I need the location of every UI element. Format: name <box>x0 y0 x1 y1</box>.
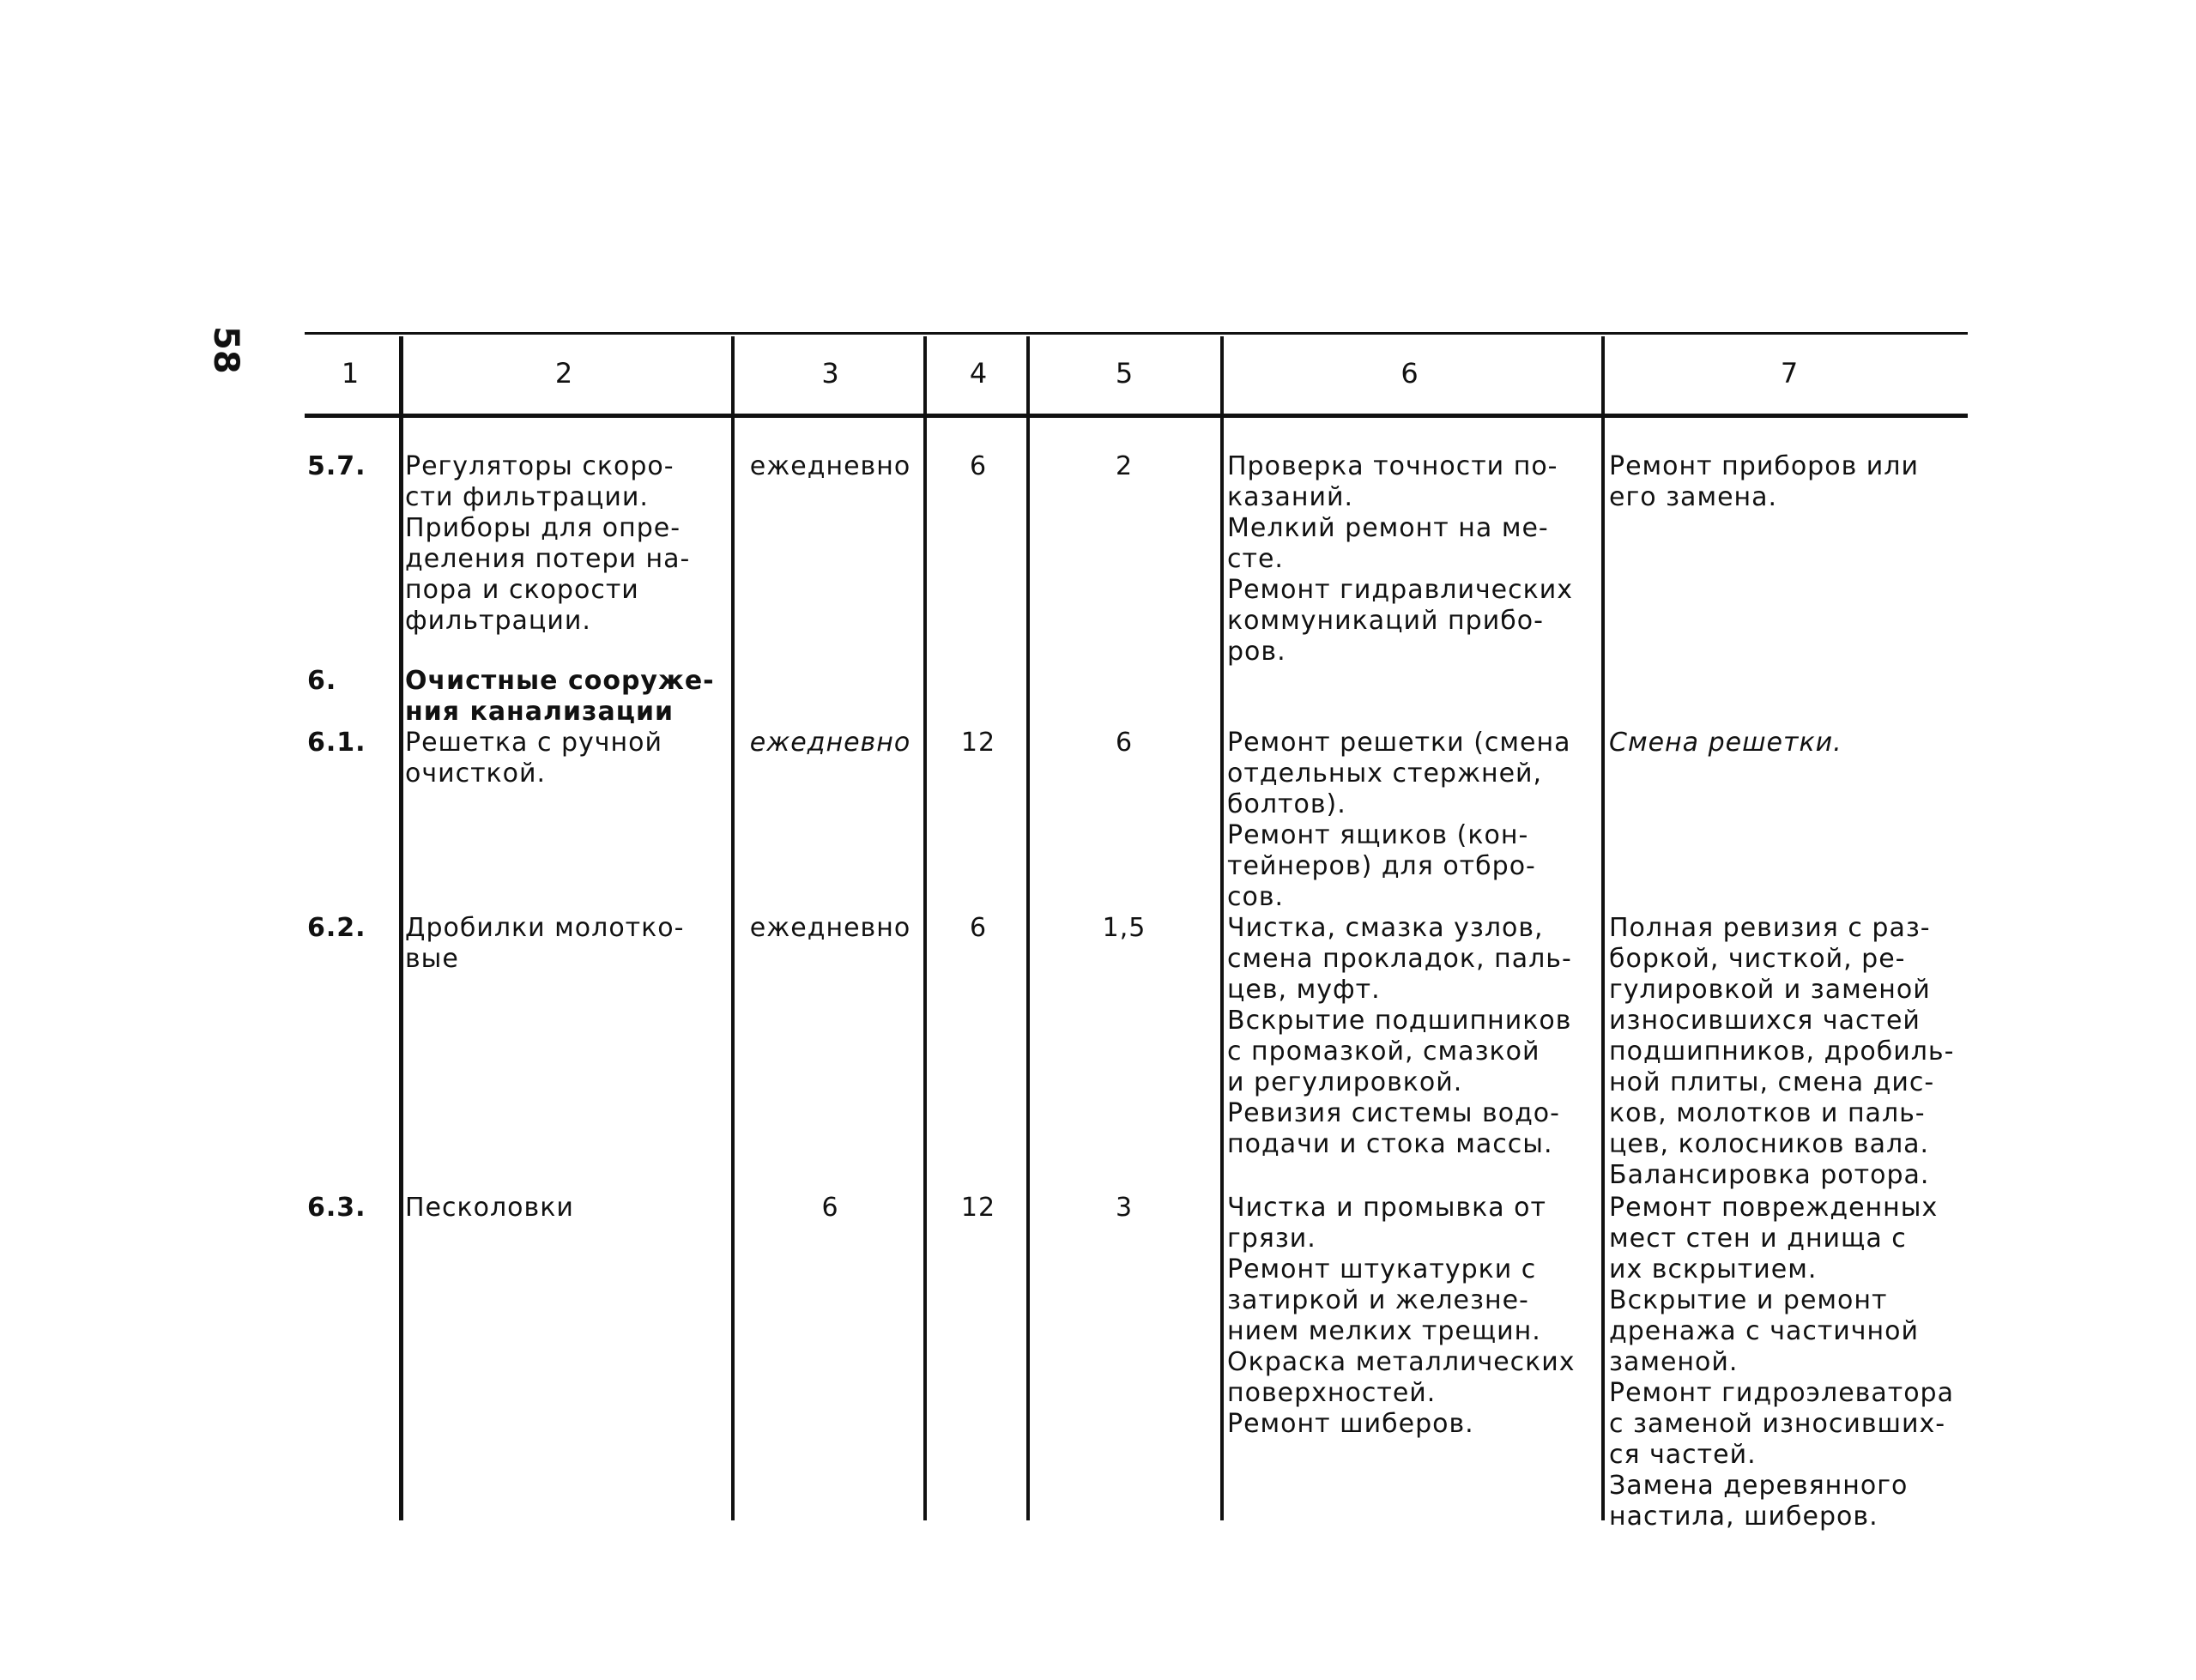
column-header: 5 <box>1115 357 1134 390</box>
row-number: 6.2. <box>307 913 366 943</box>
object-name: Регуляторы скоро- сти фильтрации. Приборы для опре- деления потери на- пора и скорости фильтрации. <box>405 451 691 636</box>
column-4-value: 6 <box>969 451 988 481</box>
section-number: 6. <box>307 666 337 696</box>
inspection-period: ежедневно <box>749 913 911 943</box>
repair-works: Ремонт поврежденных мест стен и днища с их вскрытием. Вскрытие и ремонт дренажа с частичной заменой. Ремонт гидроэлеватора с заменой износивших- ся частей. Замена деревянного настила, шиберов. <box>1609 1193 1954 1532</box>
column-5-value: 3 <box>1115 1193 1134 1223</box>
column-header: 7 <box>1780 357 1799 390</box>
column-4-value: 12 <box>960 728 996 758</box>
column-5-value: 6 <box>1115 728 1134 758</box>
object-name: Решетка с ручной очисткой. <box>405 728 662 789</box>
row-number: 6.3. <box>307 1193 366 1223</box>
inspection-period: ежедневно <box>749 451 911 481</box>
column-5-value: 2 <box>1115 451 1134 481</box>
maintenance-works: Проверка точности по- казаний. Мелкий ремонт на ме- сте. Ремонт гидравлических коммуникаций прибо- ров. <box>1227 451 1573 667</box>
column-divider <box>923 336 927 1520</box>
column-divider <box>399 336 403 1520</box>
maintenance-works: Чистка, смазка узлов, смена прокладок, паль- цев, муфт. Вскрытие подшипников с промазкой, смазкой и регулировкой. Ревизия системы водо- подачи и стока массы. <box>1227 913 1572 1159</box>
row-number: 6.1. <box>307 728 366 758</box>
column-header: 1 <box>341 357 360 390</box>
inspection-period: ежедневно <box>749 728 911 758</box>
column-5-value: 1,5 <box>1102 913 1146 943</box>
column-header: 2 <box>554 357 573 390</box>
inspection-period: 6 <box>821 1193 839 1223</box>
row-number: 5.7. <box>307 451 366 481</box>
repair-works: Ремонт приборов или его замена. <box>1609 451 1919 512</box>
object-name: Песколовки <box>405 1193 574 1223</box>
repair-works: Полная ревизия с раз- боркой, чисткой, ре- гулировкой и заменой износившихся частей подшипников, дробиль- ной плиты, смена дис- ков, молотков и паль- цев, колосников вала. Балансировка ротора. <box>1609 913 1955 1190</box>
header-bottom-rule <box>305 414 1968 418</box>
column-divider <box>731 336 735 1520</box>
maintenance-works: Чистка и промывка от грязи. Ремонт штукатурки с затиркой и железне- нием мелких трещин. Окраска металлических поверхностей. Ремонт шиберов. <box>1227 1193 1576 1439</box>
column-header: 4 <box>969 357 988 390</box>
column-header: 6 <box>1400 357 1419 390</box>
column-header: 3 <box>821 357 839 390</box>
maintenance-works: Ремонт решетки (смена отдельных стержней, болтов). Ремонт ящиков (кон- тейнеров) для отбро- сов. <box>1227 728 1571 912</box>
column-4-value: 12 <box>960 1193 996 1223</box>
column-divider <box>1220 336 1224 1520</box>
section-title: Очистные сооруже- ния канализации <box>405 666 715 727</box>
repair-works: Смена решетки. <box>1609 728 1842 758</box>
object-name: Дробилки молотко- вые <box>405 913 685 974</box>
column-divider <box>1026 336 1030 1520</box>
page-number: 58 <box>206 326 245 374</box>
column-4-value: 6 <box>969 913 988 943</box>
column-divider <box>1601 336 1605 1520</box>
table-top-rule <box>305 332 1968 335</box>
